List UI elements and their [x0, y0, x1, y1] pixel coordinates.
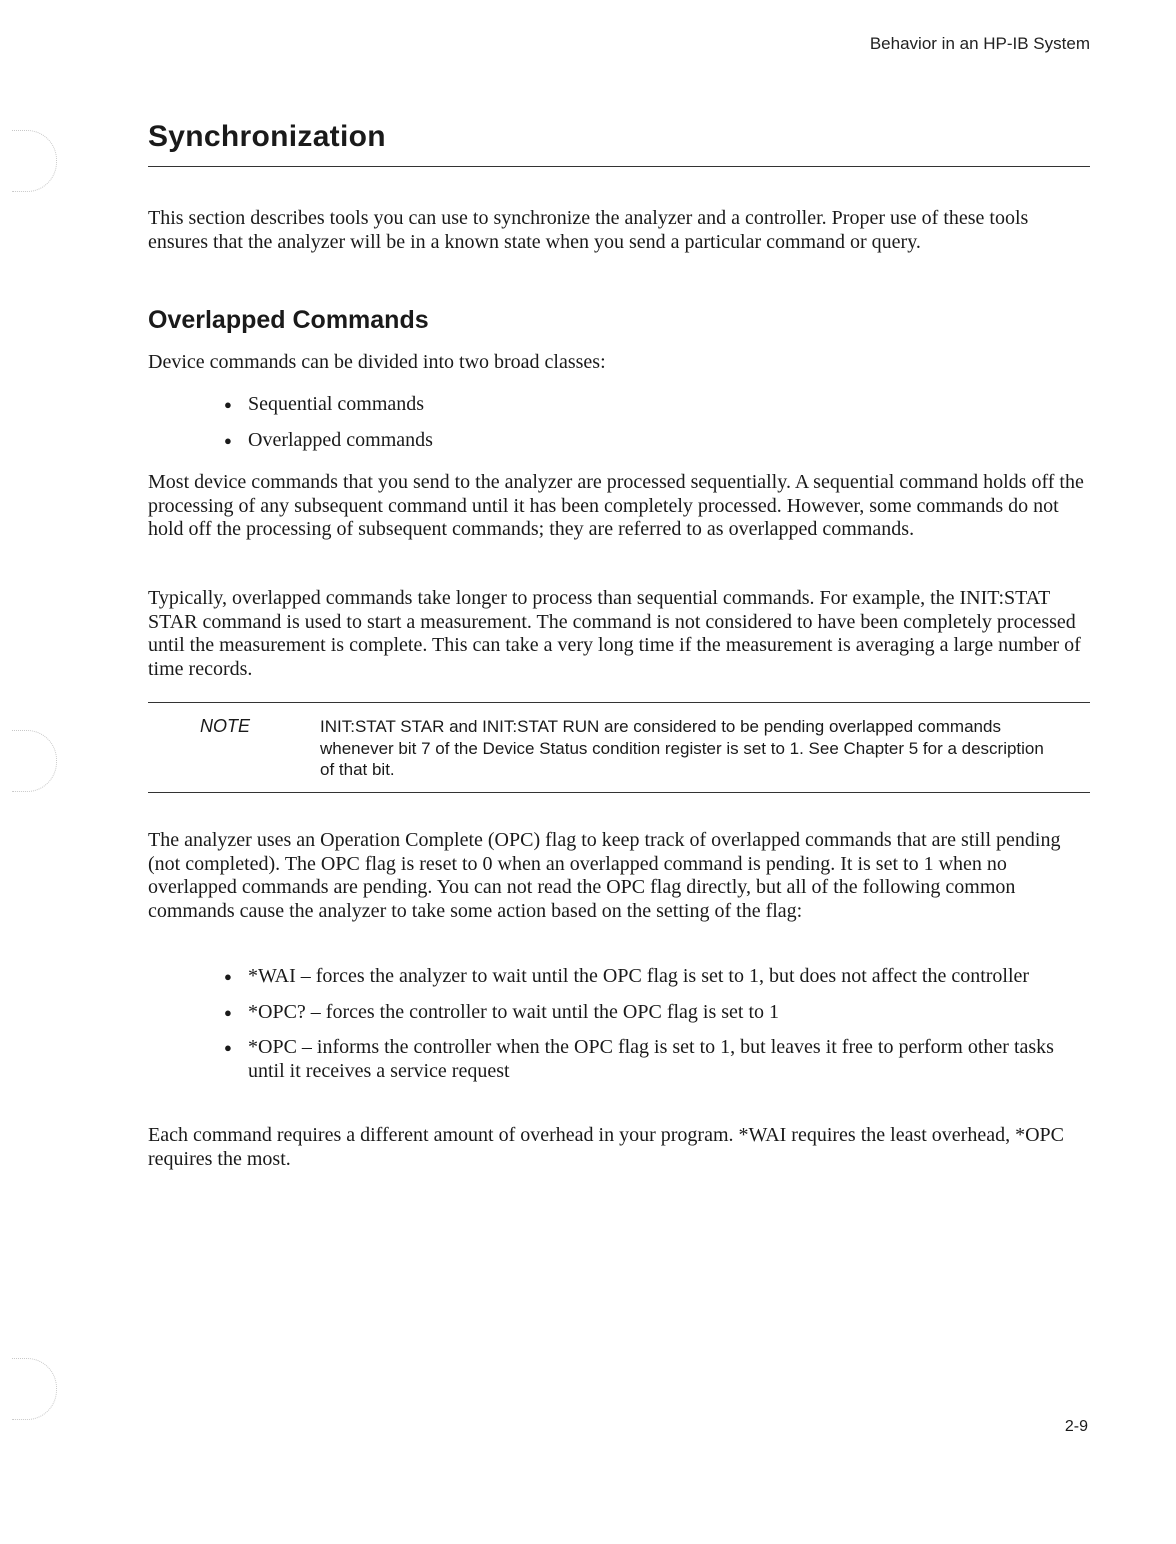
bullet-icon: ● [224, 969, 232, 984]
list-item [222, 1001, 1082, 1025]
page-number: 2-9 [1064, 1418, 1088, 1435]
running-head: Behavior in an HP-IB System [869, 34, 1090, 53]
list-item-text: *OPC – informs the controller when the OPC flag is set to 1, but leaves it free to perform other tasks until it receives a service request [248, 1036, 1054, 1082]
note-text: INIT:STAT STAR and INIT:STAT RUN are considered to be pending overlapped commands whenever bit 7 of the Device Status condition register is set to 1. See Chapter 5 for a description of that bit. [320, 717, 1044, 779]
sequential-paragraph: Most device commands that you send to the analyzer are processed sequentially. A sequential command holds off the processing of any subsequent command until it has been completely processed. However, some commands do not hold off the processing of subsequent commands; they are referred to as overlapped commands. [148, 471, 1084, 540]
list-item-text: *WAI – forces the analyzer to wait until the OPC flag is set to 1, but does not affect the controller [248, 965, 1030, 987]
classes-lead: Device commands can be divided into two broad classes: [148, 351, 606, 373]
bullet-icon: ● [224, 1040, 232, 1055]
opc-paragraph: The analyzer uses an Operation Complete (OPC) flag to keep track of overlapped commands that are still pending (not completed). The OPC flag is reset to 0 when an overlapped command is pending. It is set to 1 when no overlapped commands are pending. You can not read the OPC flag directly, but all of the following common commands cause the analyzer to take some action based on the setting of the flag: [148, 829, 1061, 922]
intro-paragraph: This section describes tools you can use to synchronize the analyzer and a controller. Proper use of these tools ensures that the analyzer will be in a known state when you send a particular command or query. [148, 207, 1029, 253]
list-item [222, 1036, 1082, 1083]
section-title: Synchronization [148, 120, 386, 153]
title-rule [148, 166, 1090, 167]
class-list [222, 393, 1082, 452]
list-item-text: Overlapped commands [248, 428, 433, 451]
punch-hole-middle [12, 730, 57, 792]
list-item-text: Sequential commands [248, 393, 425, 415]
note-label: NOTE [200, 716, 251, 736]
list-item [222, 965, 1082, 989]
list-item-text: *OPC? – forces the controller to wait until the OPC flag is set to 1 [248, 1000, 780, 1023]
list-item [222, 393, 1082, 417]
overlapped-paragraph: Typically, overlapped commands take longer to process than sequential commands. For example, the INIT:STAT STAR command is used to start a measurement. The command is not considered to have been completely processed until the measurement is complete. This can take a very long time if the measurement is averaging a large number of time records. [148, 587, 1081, 680]
list-item [222, 429, 1082, 453]
note-top-rule [148, 702, 1090, 703]
overlapped-heading: Overlapped Commands [148, 306, 429, 334]
closing-paragraph: Each command requires a different amount of overhead in your program. *WAI requires the least overhead, *OPC requires the most. [148, 1124, 1064, 1170]
bullet-icon: ● [224, 1004, 232, 1020]
bullet-icon: ● [224, 397, 232, 412]
command-list [222, 965, 1082, 1083]
note-bottom-rule [148, 792, 1090, 793]
punch-hole-top [12, 130, 57, 192]
punch-hole-bottom [12, 1358, 57, 1420]
bullet-icon: ● [224, 432, 232, 448]
